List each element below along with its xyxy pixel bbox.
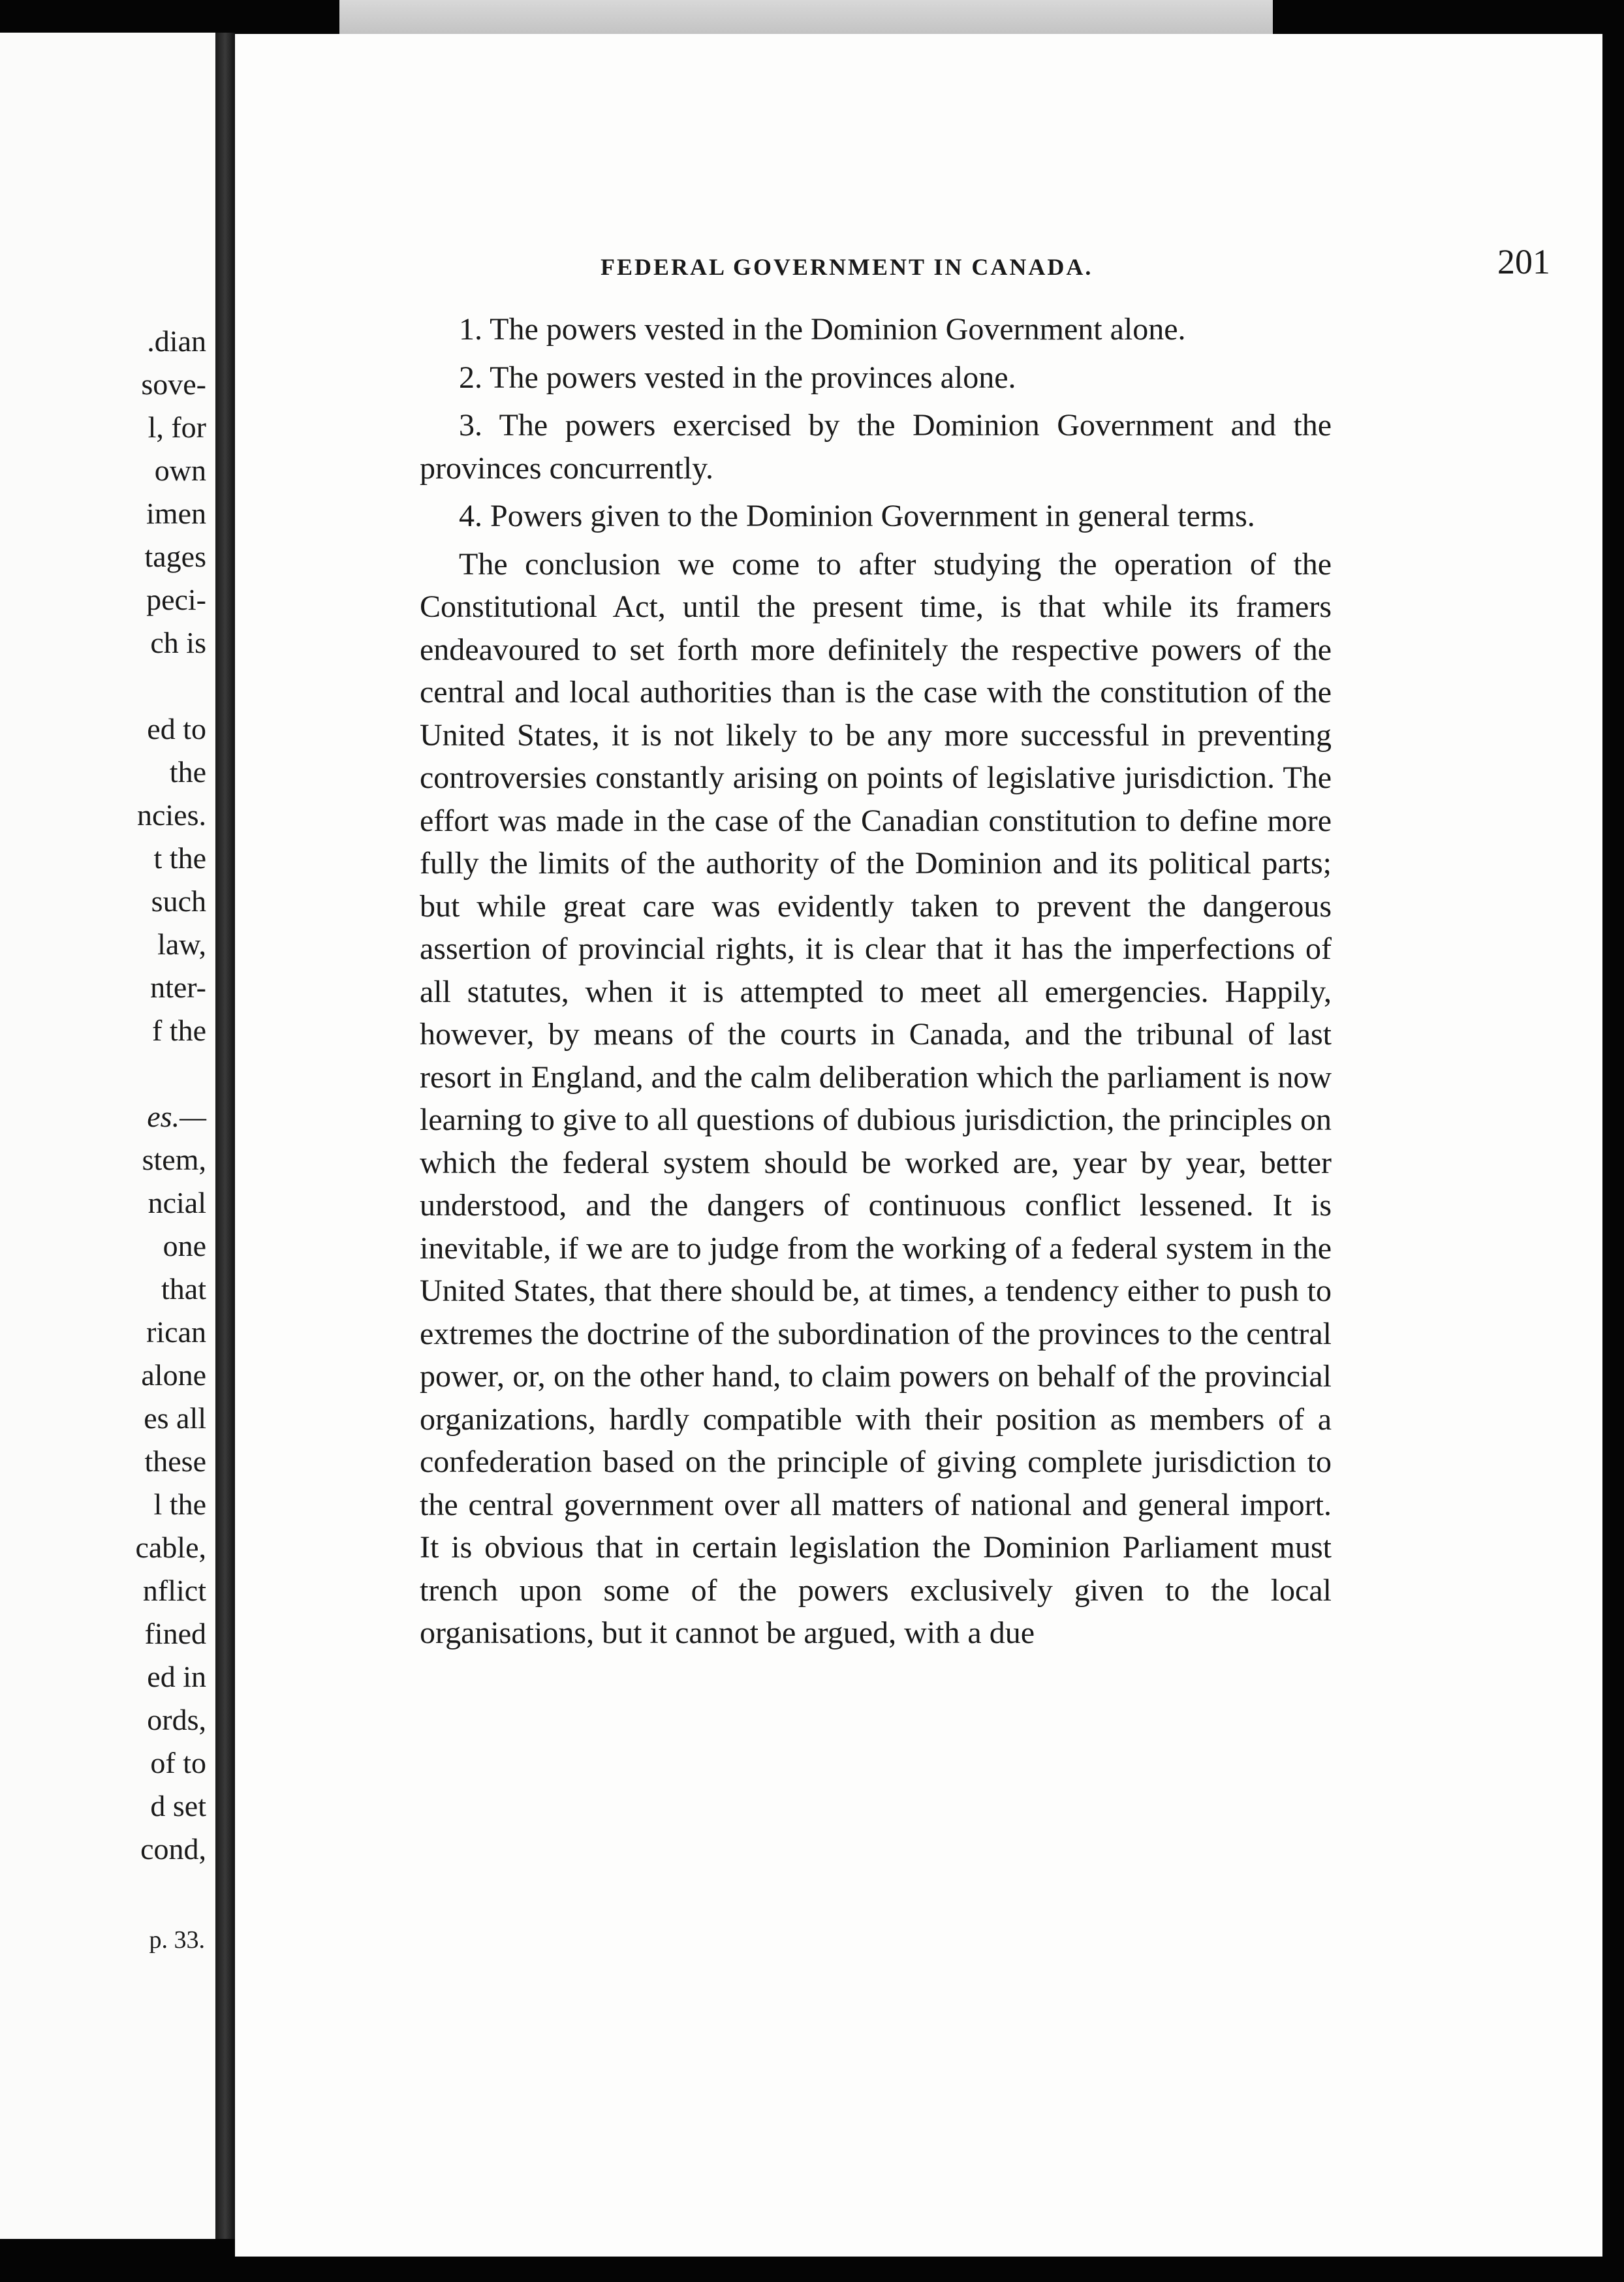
left-page-fragment: that — [161, 1272, 206, 1305]
body-paragraph: The conclusion we come to after studying the operation of the Constitutional Act, until the present time, is that while its framers endeavoured to set forth more definitely the respective powers of the central and local authorities than is the case with the constitution of the United States, it is not likely to be any more successful in preventing controversies constantly arising on points of legislative jurisdiction. The effort was made in the case of the Canadian constitution to define more fully the limits of the authority of the Dominion and its political parts; but while great care was evidently taken to prevent the dangerous assertion of provincial rights, it is clear that it has the imperfections of all statutes, when it is attempted to meet all emergencies. Happily, however, by means of the courts in Canada, and the tribunal of last resort in England, and the calm deliberation which the parliament is now learning to give to all questions of dubious jurisdiction, the principles on which the federal system should be worked are, year by year, better understood, and the dangers of continuous conflict lessened. It is inevitable, if we are to judge from the working of a federal system in the United States, that there should be, at times, a tendency either to push to extremes the doctrine of the subordination of the provinces to the central power, or, on the other hand, to claim powers on behalf of the provincial organizations, hardly compatible with their position as members of a confederation based on the principle of giving complete jurisdiction to the central government over all matters of national and general import. It is obvious that in certain legislation the Dominion Parliament must trench upon some of the powers exclusively given to the local organisations, but it cannot be argued, with a due — [420, 546, 1332, 1650]
left-page-fragment: l, for — [148, 411, 206, 444]
left-page-fragment: ch is — [150, 626, 206, 659]
left-page-fragment: ed to — [147, 712, 206, 745]
left-page-fragment: imen — [146, 497, 206, 530]
left-page-fragment — [0, 664, 206, 708]
page-number: 201 — [1497, 242, 1550, 281]
left-page-fragments — [0, 320, 206, 1871]
left-page-footnote: p. 33. — [149, 1926, 205, 1954]
left-page-fragment: one — [163, 1229, 206, 1262]
list-item: 2. The powers vested in the provinces alone. — [459, 360, 1016, 395]
book-page — [235, 34, 1602, 2257]
left-page-fragment: these — [144, 1445, 206, 1478]
left-page-fragment: es all — [144, 1401, 206, 1435]
left-page-fragment: ords, — [147, 1703, 206, 1736]
left-page-fragment: alone — [141, 1358, 206, 1392]
left-page-fragment: nflict — [142, 1574, 206, 1607]
list-item: 4. Powers given to the Dominion Government in general terms. — [459, 499, 1255, 533]
running-head: FEDERAL GOVERNMENT IN CANADA. — [601, 254, 1093, 280]
left-page-fragment: stem, — [142, 1143, 206, 1176]
left-page-fragment: peci- — [146, 583, 206, 616]
binding-gutter — [215, 33, 235, 2239]
left-page-fragment: rican — [146, 1315, 206, 1349]
left-page-fragment: f the — [151, 1014, 206, 1047]
left-page-fragment: tages — [144, 540, 206, 573]
left-page-fragment: law, — [157, 928, 206, 961]
left-page-fragment: fined — [144, 1617, 206, 1650]
page-header — [601, 242, 1550, 294]
left-page-fragment: sove- — [141, 367, 206, 401]
left-page-fragment: ncies. — [136, 798, 206, 832]
left-page-fragment: es.— — [147, 1100, 206, 1133]
left-page-fragment: the — [169, 755, 206, 789]
left-facing-page — [0, 33, 215, 2239]
left-page-fragment: cable, — [135, 1531, 206, 1564]
left-page-fragment: own — [154, 454, 206, 487]
left-page-fragment: such — [151, 884, 206, 918]
left-page-fragment: of to — [150, 1746, 206, 1779]
left-page-fragment: ed in — [147, 1660, 206, 1693]
left-page-fragment: cond, — [140, 1832, 206, 1866]
page-body — [420, 308, 1332, 1661]
left-page-fragment: t the — [153, 841, 206, 875]
left-page-fragment: ncial — [148, 1186, 206, 1219]
left-page-fragment: d set — [150, 1789, 206, 1822]
list-item: 1. The powers vested in the Dominion Government alone. — [459, 312, 1186, 347]
left-page-fragment: .dian — [147, 324, 206, 358]
list-item: 3. The powers exercised by the Dominion Government and the provinces concurrently. — [420, 408, 1332, 486]
left-page-fragment — [0, 1052, 206, 1095]
left-page-fragment: nter- — [150, 971, 206, 1004]
left-page-fragment: l the — [153, 1488, 206, 1521]
